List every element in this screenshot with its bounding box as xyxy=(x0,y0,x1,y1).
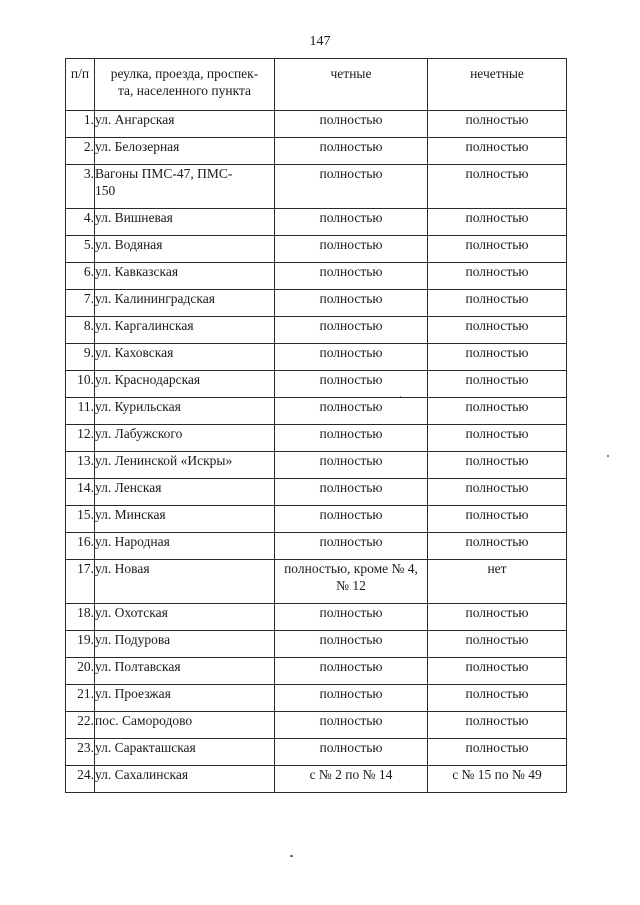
header-num: п/п xyxy=(66,59,95,111)
row-odd-houses: полностью xyxy=(428,712,567,739)
table-row xyxy=(66,236,567,263)
row-street-name: ул. Охотская xyxy=(95,604,275,631)
row-num: 18. xyxy=(66,604,95,631)
row-street-name: ул. Ангарская xyxy=(95,111,275,138)
row-even-houses: полностью, кроме № 4, № 12 xyxy=(275,560,428,604)
row-num: 9. xyxy=(66,344,95,371)
row-street-name: ул. Народная xyxy=(95,533,275,560)
row-even-houses: полностью xyxy=(275,739,428,766)
row-num: 16. xyxy=(66,533,95,560)
header-even: четные xyxy=(275,59,428,111)
row-odd-houses: полностью xyxy=(428,506,567,533)
row-odd-houses: полностью xyxy=(428,111,567,138)
row-odd-houses: полностью xyxy=(428,452,567,479)
row-num: 11. xyxy=(66,398,95,425)
row-num: 19. xyxy=(66,631,95,658)
row-even-houses: полностью xyxy=(275,506,428,533)
row-street-name: ул. Лабужского xyxy=(95,425,275,452)
row-even-houses: полностью xyxy=(275,138,428,165)
table-row xyxy=(66,371,567,398)
row-even-houses: полностью xyxy=(275,604,428,631)
row-even-houses: полностью xyxy=(275,263,428,290)
table-row xyxy=(66,398,567,425)
row-odd-houses: полностью xyxy=(428,263,567,290)
row-even-houses: полностью xyxy=(275,236,428,263)
row-street-name: ул. Проезжая xyxy=(95,685,275,712)
row-num: 8. xyxy=(66,317,95,344)
row-street-name: ул. Каргалинская xyxy=(95,317,275,344)
table-row xyxy=(66,111,567,138)
table-row xyxy=(66,209,567,236)
row-odd-houses: полностью xyxy=(428,138,567,165)
row-street-name: ул. Ленская xyxy=(95,479,275,506)
row-even-houses: полностью xyxy=(275,425,428,452)
row-num: 17. xyxy=(66,560,95,604)
row-even-houses: полностью xyxy=(275,165,428,209)
table-row xyxy=(66,506,567,533)
row-odd-houses: полностью xyxy=(428,344,567,371)
row-odd-houses: полностью xyxy=(428,371,567,398)
row-num: 14. xyxy=(66,479,95,506)
row-street-name: ул. Ленинской «Искры» xyxy=(95,452,275,479)
row-street-name: ул. Вишневая xyxy=(95,209,275,236)
table-row xyxy=(66,533,567,560)
row-num: 2. xyxy=(66,138,95,165)
row-even-houses: полностью xyxy=(275,371,428,398)
row-street-name: ул. Новая xyxy=(95,560,275,604)
row-num: 13. xyxy=(66,452,95,479)
row-odd-houses: полностью xyxy=(428,685,567,712)
row-street-name: пос. Самородово xyxy=(95,712,275,739)
table-row xyxy=(66,344,567,371)
row-street-name: ул. Водяная xyxy=(95,236,275,263)
table-row xyxy=(66,560,567,604)
row-num: 5. xyxy=(66,236,95,263)
row-street-name: ул. Калининградская xyxy=(95,290,275,317)
row-odd-houses: полностью xyxy=(428,739,567,766)
table-row xyxy=(66,290,567,317)
row-even-houses: полностью xyxy=(275,479,428,506)
row-even-houses: с № 2 по № 14 xyxy=(275,766,428,793)
scan-speck xyxy=(290,855,293,857)
row-odd-houses: полностью xyxy=(428,604,567,631)
row-odd-houses: полностью xyxy=(428,479,567,506)
row-even-houses: полностью xyxy=(275,685,428,712)
row-num: 22. xyxy=(66,712,95,739)
table-row xyxy=(66,739,567,766)
page-number: 147 xyxy=(309,34,331,49)
row-odd-houses: полностью xyxy=(428,658,567,685)
table-row xyxy=(66,425,567,452)
row-street-name: ул. Сахалинская xyxy=(95,766,275,793)
row-odd-houses: полностью xyxy=(428,290,567,317)
row-even-houses: полностью xyxy=(275,712,428,739)
row-even-houses: полностью xyxy=(275,344,428,371)
row-even-houses: полностью xyxy=(275,209,428,236)
row-odd-houses: полностью xyxy=(428,425,567,452)
header-odd: нечетные xyxy=(428,59,567,111)
row-even-houses: полностью xyxy=(275,290,428,317)
table-row xyxy=(66,317,567,344)
row-even-houses: полностью xyxy=(275,317,428,344)
row-num: 23. xyxy=(66,739,95,766)
scan-speck xyxy=(400,396,401,397)
row-odd-houses: полностью xyxy=(428,165,567,209)
row-even-houses: полностью xyxy=(275,631,428,658)
table-row xyxy=(66,766,567,793)
header-name xyxy=(95,59,275,111)
row-num: 15. xyxy=(66,506,95,533)
row-num: 1. xyxy=(66,111,95,138)
header-name-text: реулка, проезда, проспек- та, населенного пункта xyxy=(110,66,259,98)
table-row xyxy=(66,165,567,209)
table-row xyxy=(66,685,567,712)
row-num: 6. xyxy=(66,263,95,290)
row-num: 20. xyxy=(66,658,95,685)
row-even-houses: полностью xyxy=(275,398,428,425)
row-street-name: ул. Курильская xyxy=(95,398,275,425)
row-street-name: ул. Саракташская xyxy=(95,739,275,766)
row-num: 3. xyxy=(66,165,95,209)
row-odd-houses: полностью xyxy=(428,631,567,658)
row-odd-houses: полностью xyxy=(428,533,567,560)
row-street-name: ул. Краснодарская xyxy=(95,371,275,398)
table-row xyxy=(66,631,567,658)
table-row xyxy=(66,712,567,739)
row-num: 10. xyxy=(66,371,95,398)
scan-speck xyxy=(607,455,609,457)
table-row xyxy=(66,263,567,290)
row-street-name: Вагоны ПМС-47, ПМС- 150 xyxy=(95,165,275,209)
row-street-name: ул. Белозерная xyxy=(95,138,275,165)
table-row xyxy=(66,604,567,631)
row-odd-houses: полностью xyxy=(428,398,567,425)
row-num: 21. xyxy=(66,685,95,712)
table-row xyxy=(66,452,567,479)
row-street-name: ул. Кавказская xyxy=(95,263,275,290)
table-row xyxy=(66,138,567,165)
row-even-houses: полностью xyxy=(275,658,428,685)
row-street-name: ул. Подурова xyxy=(95,631,275,658)
row-odd-houses: полностью xyxy=(428,317,567,344)
table-row xyxy=(66,479,567,506)
row-even-houses: полностью xyxy=(275,452,428,479)
row-num: 4. xyxy=(66,209,95,236)
row-street-name: ул. Каховская xyxy=(95,344,275,371)
row-odd-houses: полностью xyxy=(428,209,567,236)
row-even-houses: полностью xyxy=(275,111,428,138)
row-num: 7. xyxy=(66,290,95,317)
row-num: 24. xyxy=(66,766,95,793)
table-row xyxy=(66,658,567,685)
table-header-row xyxy=(66,59,567,111)
row-odd-houses: нет xyxy=(428,560,567,604)
row-odd-houses: полностью xyxy=(428,236,567,263)
row-odd-houses: с № 15 по № 49 xyxy=(428,766,567,793)
row-even-houses: полностью xyxy=(275,533,428,560)
row-num: 12. xyxy=(66,425,95,452)
streets-table xyxy=(65,58,567,793)
row-street-name: ул. Полтавская xyxy=(95,658,275,685)
row-street-name: ул. Минская xyxy=(95,506,275,533)
